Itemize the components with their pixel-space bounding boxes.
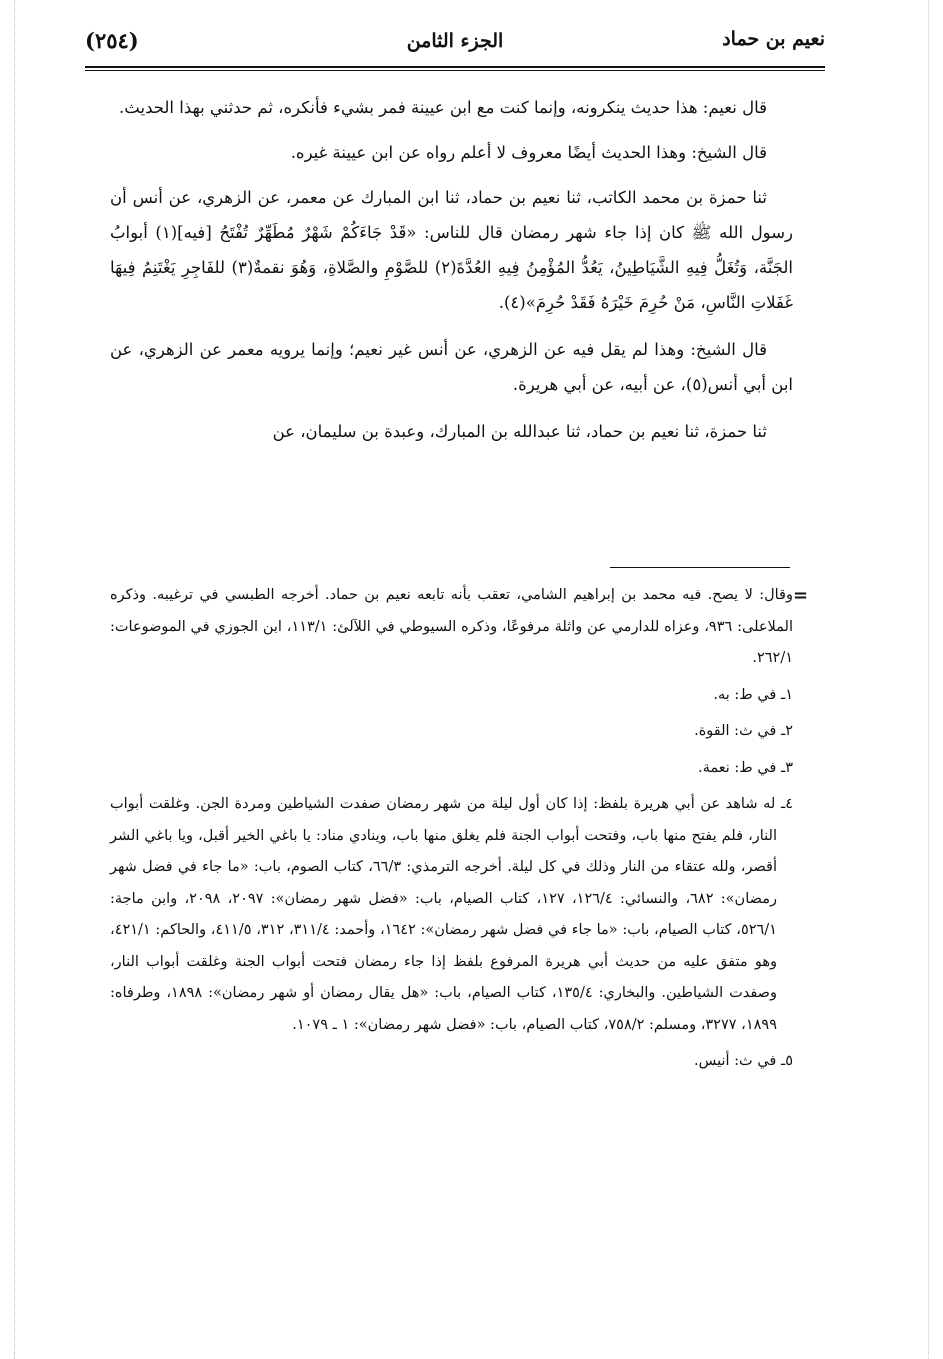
paragraph: قال نعيم: هذا حديث ينكرونه، وإنما كنت مع ابن عيينة فمر بشيء فأنكره، ثم حدثني بهذا الحديث. bbox=[119, 98, 767, 117]
footnotes bbox=[110, 580, 793, 1083]
scan-margin-left bbox=[14, 0, 19, 1359]
footnote-continued: وقال: لا يصح. فيه محمد بن إبراهيم الشامي، تعقب بأنه تابعه نعيم بن حماد. أخرجه الطبسي في ترغيبه. وذكره الملاعلى: ٩٣٦، وعزاه للدارمي عن واثلة مرفوعًا، وذكره السيوطي في اللآلئ: ١١٣/١، ابن الجوزي في الموضوعات: ٢٦٢/١. bbox=[110, 587, 793, 666]
paragraph: قال الشيخ: وهذا الحديث أيضًا معروف لا أعلم رواه عن ابن عيينة غيره. bbox=[290, 143, 767, 162]
paragraph: قال الشيخ: وهذا لم يقل فيه عن الزهري، عن أنس غير نعيم؛ وإنما يرويه معمر عن الزهري، عن ابن أبي أنس(٥)، عن أبيه، عن أبي هريرة. bbox=[110, 340, 793, 394]
footnote-item: ١ـ في ط: به. bbox=[713, 686, 793, 703]
page-number: (٢٥٤) bbox=[85, 28, 139, 53]
header-rule bbox=[85, 66, 825, 68]
scan-margin-right bbox=[924, 0, 929, 1359]
footnote-item: ٤ـ له شاهد عن أبي هريرة بلفظ: إذا كان أول ليلة من شهر رمضان صفدت الشياطين ومردة الجن. وغلقت أبواب النار، فلم يفتح منها باب، وفتحت أبواب الجنة فلم يغلق منها باب، وينادي مناد: يا باغي الخير أقبل، ويا باغي الشر أقصر، ولله عتقاء من النار وذلك في كل ليلة. أخرجه الترمذي: ٦٦/٣، كتاب الصوم، باب: «ما جاء في فضل شهر رمضان»: ٦٨٢، والنسائي: ١٢٦/٤، ١٢٧، كتاب الصيام، باب: «فضل شهر رمضان»: ٢٠٩٧، ٢٠٩٨، وابن ماجة: ٥٢٦/١، كتاب الصيام، باب: «ما جاء في فضل شهر رمضان»: ١٦٤٢، وأحمد: ٣١١/٤، ٣١٢، ٤١١/٥، والحاكم: ٤٢١/١، وهو متفق عليه من حديث أبي هريرة المرفوع بلفظ إذا جاء رمضان فتحت أبواب الجنة وغلقت أبواب النار، وصفدت الشياطين. والبخاري: ١٣٥/٤، كتاب الصيام، باب: «هل يقال رمضان أو شهر رمضان»: ١٨٩٨، وطرفاه: ١٨٩٩، ٣٢٧٧، ومسلم: ٧٥٨/٢، كتاب الصيام، باب: «فضل شهر رمضان»: ١ ـ ١٠٧٩. bbox=[110, 796, 793, 1033]
footnote-item: ٢ـ في ث: القوة. bbox=[694, 723, 793, 739]
footnote-separator bbox=[610, 567, 790, 568]
main-text bbox=[110, 90, 793, 461]
footnote-continuation-mark: = bbox=[793, 585, 809, 606]
volume-title: الجزء الثامن bbox=[406, 30, 504, 52]
footnote-item: ٥ـ في ث: أنيس. bbox=[694, 1053, 793, 1069]
footnote-item: ٣ـ في ط: نعمة. bbox=[698, 759, 793, 776]
running-header bbox=[85, 28, 825, 68]
paragraph: ثنا حمزة، ثنا نعيم بن حماد، ثنا عبدالله بن المبارك، وعبدة بن سليمان، عن bbox=[272, 422, 767, 441]
header-rule-thin bbox=[85, 70, 825, 71]
author-name: نعيم بن حماد bbox=[722, 28, 825, 50]
paragraph: ثنا حمزة بن محمد الكاتب، ثنا نعيم بن حماد، ثنا ابن المبارك عن معمر، عن الزهري، عن أنس أن رسول الله ﷺ كان إذا جاء شهر رمضان قال للناس: «قَدْ جَاءَكُمْ شَهْرٌ مُطَهِّرٌ تُفْتَحُ [فيه](١) أبوابُ الجَنَّة، وَتُغَلُّ فِيهِ الشَّيَاطِينُ، يَعُدُّ المُؤْمِنُ فِيهِ العُدَّةَ(٢) للصَّوْمِ والصَّلاةِ، وَهُوَ نقمةٌ(٣) للفَاجِرِ يَغْتَنِمُ فِيهَا غَفَلاتِ النَّاسِ، مَنْ حُرِمَ خَيْرَهُ فَقَدْ حُرِمَ»(٤). bbox=[110, 188, 793, 312]
